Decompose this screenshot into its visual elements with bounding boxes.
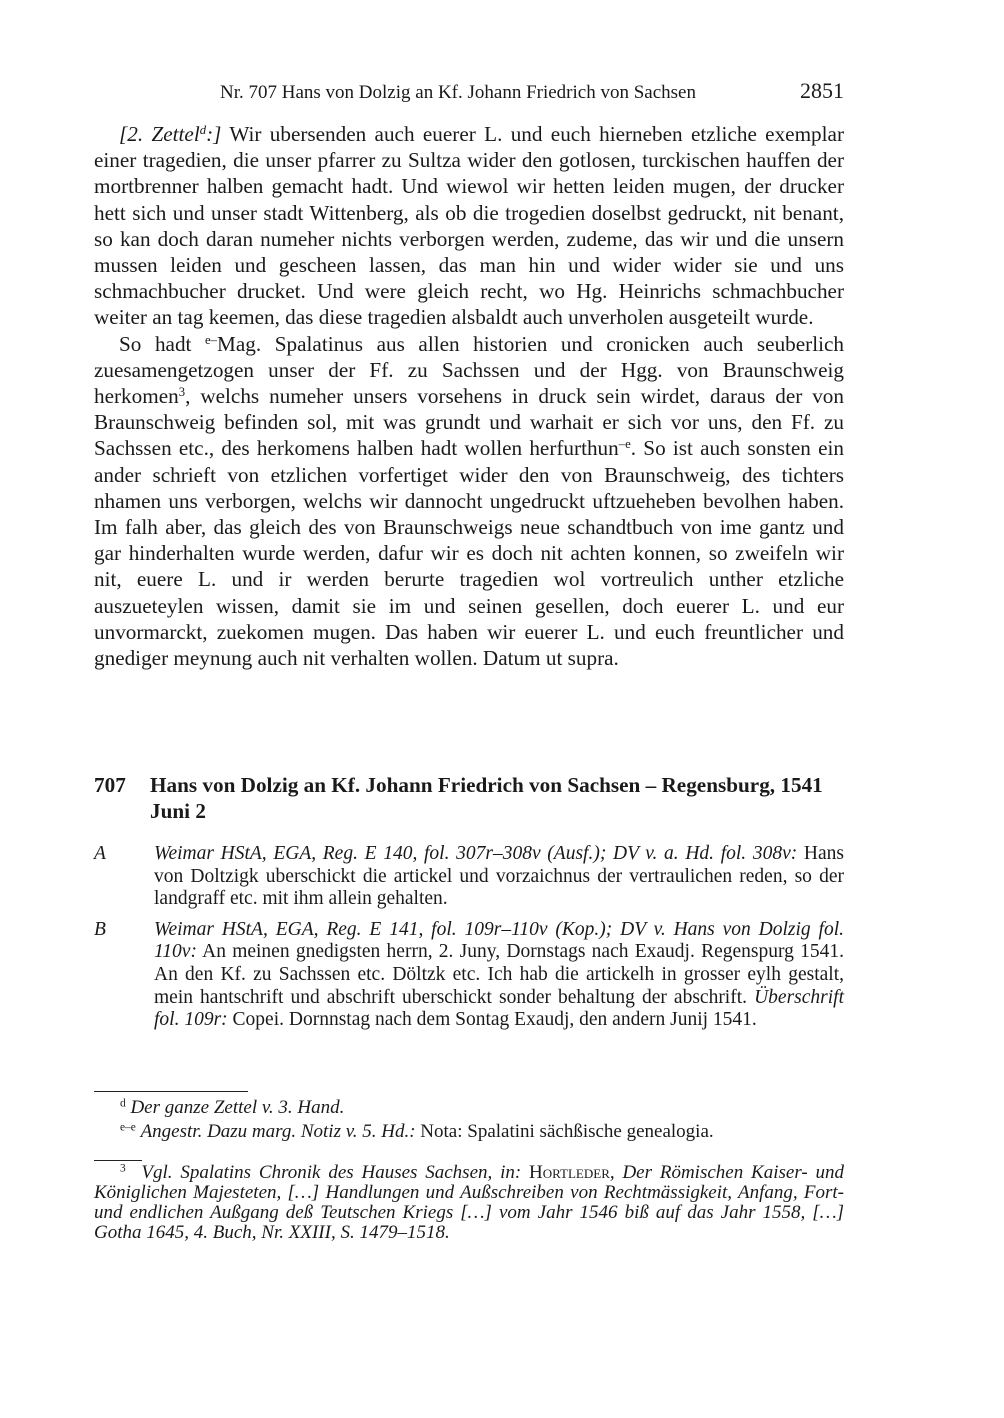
source-entry-a xyxy=(94,843,844,911)
footnote-ref-3[interactable]: 3 xyxy=(178,385,186,400)
critical-note-d: $^d$ Der ganze Zettel v. 3. Hand. xyxy=(120,1097,345,1118)
source-description: Weimar HStA, EGA, Reg. E 141, fol. 109r–110v (Kop.); DV v. Hans von Dolzig fol. 110v: An meinen gnedigsten herrn, 2. Juny, Dornstags nach Exaudj. Regenspurg 1541. An den Kf. zu Sachssen etc. Döltzk etc. Ich hab die artickelh in grosser eylh gestalt, mein hantschrift und abschrift uberschickt sonder behaltung der abschrift. Überschrift fol. 109r: Copei. Dornnstag nach dem Sontag Exaudj, den andern Junij 1541. xyxy=(154,918,844,1031)
document-title: Hans von Dolzig an Kf. Johann Friedrich von Sachsen – Regensburg, 1541 Juni 2 xyxy=(150,773,823,823)
paragraph-spalatinus: So hadt $^{e-}$Mag. Spalatinus aus allen historien und cronicken auch seuberlich zuesamengetzogen unser der Ff. zu Sachssen und der Hgg. von Braunschweig herkomen$^3$, welchs numeher unsers vorsehens in druck sein wirdet, daraus der von Braunschweig befinden sol, mit was grundt und warhait er sich vor uns, den Ff. zu Sachssen etc., des herkomens halben hadt wollen herfurthun$^{-e}$. So ist auch sonsten ein ander schrieft von etzlichen vorfertiget wider den von Braunschweig, des tichters nhamen uns verborgen, welchs wir dannocht ungedruckt uftzueheben bevolhen haben. Im falh aber, das gleich des von Braunschweigs neue schandtbuch von ime gantz und gar hinderhalten wurde werden, dafur wir es doch nit achten konnen, so zweifeln wir nit, euere L. und ir werden berurte tragedien wol vortreulich unther etzliche auszueteylen wissen, damit sie im und seinen gesellen, doch euerer L. und eur unvormarckt, zuekomen mugen. Das haben wir euerer L. und euch freuntlicher und gnediger meynung auch nit verhalten wollen. Datum ut supra. xyxy=(94,331,844,671)
critical-note-e: $^{e-e}$ Angestr. Dazu marg. Notiz v. 5. Hd.: Nota: Spalatini sächßische genealogia. xyxy=(120,1121,714,1142)
source-list xyxy=(94,843,844,1040)
paragraph-zettel xyxy=(94,121,844,331)
running-head xyxy=(94,78,844,106)
footnote-3: $^3$ Vgl. Spalatins Chronik des Hauses Sachsen, in: Hortleder, Der Römischen Kaiser- und Königlichen Majesteten, […] Handlungen und Außschreiben von Rechtmässigkeit, Anfang, Fort- und endlichen Außgang deß Teutschen Kriegs […] vom Jahr 1546 biß auf das Jahr 1558, […] Gotha 1645, 4. Buch, Nr. XXIII, S. 1479–1518. xyxy=(94,1162,844,1243)
source-siglum: A xyxy=(94,843,106,864)
paragraph-text: Wir ubersenden auch euerer L. und euch hierneben etzliche exemplar einer tragedien, die unser pfarrer zu Sultza wider den gotlosen, turckischen hauffen der mortbrenner halben gemacht hadt. Und wiewol wir hetten leiden mugen, der drucker hett sich und unser stadt Wittenberg, als ob die trogedien doselbst gedruckt, nit benant, so kan doch daran numeher nichts verborgen werden, zudeme, das wir und die unsern mussen leiden und gescheen lassen, das man hin und wider wider sie und uns schmachbucher drucket. Und were gleich recht, wo Hg. Heinrichs schmachbucher weiter an tag keemen, das diese tragedien alsbaldt auch unverholen ausgeteilt wurde. xyxy=(94,122,844,330)
critical-notes xyxy=(94,1096,844,1144)
zettel-label: [2. Zettel$^d$:] xyxy=(119,122,222,146)
footnotes xyxy=(94,1163,844,1243)
source-siglum: B xyxy=(94,918,106,940)
page-number: 2851 xyxy=(800,78,844,103)
running-title: Nr. 707 Hans von Dolzig an Kf. Johann Friedrich von Sachsen xyxy=(220,82,696,103)
note-mark-e-open: e– xyxy=(205,332,218,347)
letter-body xyxy=(94,121,844,671)
document-heading xyxy=(94,772,844,824)
document-number: 707 xyxy=(94,773,126,797)
footnotes-divider xyxy=(94,1160,142,1161)
source-description: Weimar HStA, EGA, Reg. E 140, fol. 307r–308v (Ausf.); DV v. a. Hd. fol. 308v: Hans von Doltzigk uberschickt die artickel und vorzaichnus der vertraulichen reden, so der landgraff etc. mit ihm allein gehalten. xyxy=(154,843,844,910)
author-name: Hortleder xyxy=(529,1162,610,1183)
note-mark-e-close: –e xyxy=(618,437,631,452)
source-entry-b xyxy=(94,919,844,1032)
note-mark-d: d xyxy=(199,123,207,138)
critical-notes-divider xyxy=(94,1091,248,1092)
